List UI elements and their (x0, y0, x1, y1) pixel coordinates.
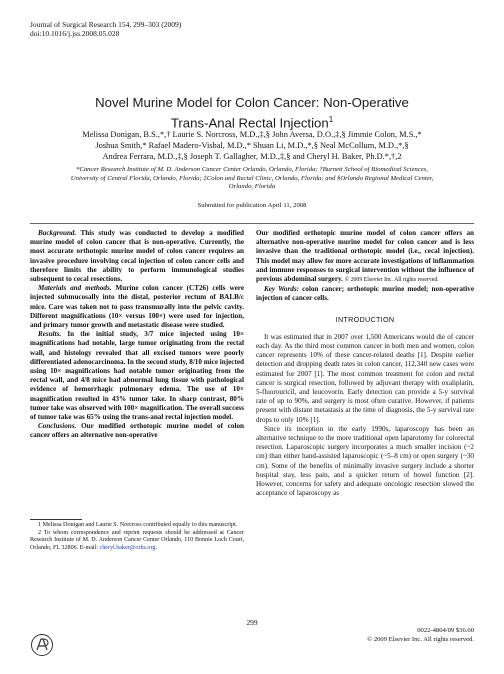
journal-citation: Journal of Surgical Research 154, 299–303 (2009) (30, 20, 182, 29)
authors-line-3: Andrea Ferrara, M.D.,‡,§ Joseph T. Gallagher, M.D.,‡,§ and Cheryl H. Baker, Ph.D.*,†,2 (102, 152, 402, 161)
footnote-2-text: 2 To whom correspondence and reprint requests should be addressed at Cancer Research Institute of M. D. Anderson Cancer Center Orlando, 110 Bonnie Loch Court, Orlando, FL 32806. E-mail: (30, 529, 244, 551)
background-label: Background. (38, 229, 77, 237)
conclusions-label: Conclusions. (38, 422, 77, 431)
article-title (30, 94, 474, 131)
affil-line-3: Orlando, Florida (228, 183, 276, 190)
background-text: This study was conducted to develop a modified murine model of colon cancer that is non-operative. Currently, the most accurate orthotopic murine model of colon cancer requires an invasive procedure involving cecal injection of colon cancer cells and therefore limits the ability to perform immunological studies subsequent to cecal resections. (30, 229, 244, 284)
results-text: In the initial study, 3/7 mice injected using 10× magnifications had notable, large tumor originating from the rectal wall, and histology revealed that all excised tumors were poorly differentiated adenocarcinoma. In the second study, 8/10 mice injected using 10× magnifications had notable tumor originating from the rectal wall, and 4/8 mice had abnormal lung tissue with pathological evidence of hemorrhagic pulmonary edema. The use of 10× magnification resulted in 43% tumor take. In sharp contrast, 80% tumor take was observed with 100× magnification. The overall success of tumor take was 65% using the trans-anal rectal injection model. (30, 330, 244, 422)
correspondence-email-link[interactable]: cheryl.baker@orhs.org (99, 544, 156, 551)
introduction-heading: INTRODUCTION (335, 314, 395, 324)
abstract-methods (30, 284, 244, 330)
submission-date: Submitted for publication April 11, 2008 (197, 202, 307, 209)
keywords-text: colon cancer; orthotopic murine model; non-operative injection of cancer cells. (256, 285, 475, 303)
footnote-2 (30, 530, 244, 553)
footnote-2-end: . (155, 544, 157, 551)
right-column (256, 229, 474, 498)
affil-line-2: University of Central Florida, Orlando, Florida; ‡Colon and Rectal Clinic, Orlando, Florida; and §Orlando Regional Medical Center, (70, 174, 434, 182)
abstract-copyright: © 2009 Elsevier Inc. All rights reserved. (344, 277, 439, 284)
issn: 0022-4804/09 $36.00 (417, 627, 474, 634)
doi: doi:10.1016/j.jss.2008.05.028 (30, 29, 120, 38)
header-divider (30, 223, 474, 224)
intro-paragraph-2: Since its inception in the early 1990s, laparoscopy has been an alternative technique to the more traditional open laparotomy for colorectal resection. Laparoscopic surgery incorporates a much smaller incision (~2 cm) than either hand-assisted laparoscopic (~5–8 cm) or open surgery (~30 cm). Some of the benefits of minimally invasive surgery include a shorter hospital stay, less pain, and a quicker return of bowel function [2]. However, concerns for safety and adequate oncologic resection slowed the acceptance of laparoscopy as (256, 424, 474, 498)
footnotes (30, 522, 244, 552)
title-line-2-text: Trans-Anal Rectal Injection (170, 115, 329, 131)
keywords-label: Key Words: (264, 285, 299, 294)
results-label: Results. (38, 330, 62, 339)
title-footnote-marker: 1 (328, 115, 334, 124)
affiliations (30, 166, 474, 192)
abstract (30, 229, 244, 441)
conclusions-text-start: Our modified orthotopic murine model of colon cancer offers an alternative non-operative (30, 422, 244, 440)
affil-line-1: *Cancer Research Institute of M. D. Anderson Cancer Center Orlando, Orlando, Florida; †Burnett School of Biomedical Sciences, (76, 166, 428, 173)
authors-line-1: Melissa Donigan, B.S.,*,† Laurie S. Norcross, M.D.,‡,§ John Aversa, D.O.,‡,§ Jimmie Colon, M.S.,* (82, 130, 422, 139)
footnote-divider (30, 519, 82, 520)
title-line-1: Novel Murine Model for Colon Cancer: Non-Operative (95, 95, 409, 110)
keywords (256, 285, 474, 303)
footnote-1: 1 Melissa Donigan and Laurie S. Norcross contributed equally to this manuscript. (38, 522, 238, 528)
conclusions-text: Our modified orthotopic murine model of colon cancer offers an alternative non-operative murine model for colon cancer and is less invasive than the traditional orthotopic model (i.e., cecal injection). This model may allow for more accurate investigations of inflammation and immune responses to surgical intervention without the influence of previous abdominal surgery. (256, 229, 474, 284)
journal-header (30, 20, 181, 38)
page-number: 299 (246, 618, 258, 627)
abstract-conclusions-cont (256, 229, 474, 285)
intro-paragraph-1: It was estimated that in 2007 over 1,500 Americans would die of cancer each day. As the third most common cancer in both men and women, colon cancer represents 10% of these cancer-related deaths [1]. Despite earlier detection and dropping death rates in colon cancer, 112,340 new cases were estimated for 2007 [1]. The most common treatment for colon and rectal cancer is surgical resection, followed by adjuvant therapy with oxaliplatin, 5-fluorouricil, and leucovorin. Early detection can provide a 5-y survival rate of up to 90%, and surgery is most often curative. However, if patients present with distant metastasis at the time of diagnosis, the 5-y survival rate drops to only 10% [1]. (256, 332, 474, 424)
methods-text: Murine colon cancer (CT26) cells were injected submucosally into the distal, posterior rectum of BALB/c mice. Care was taken not to pass transmurally into the pelvic cavity. Different magnifications (10× versus 100×) were used for injection, and primary tumor growth and metastatic disease were studied. (30, 284, 244, 330)
footer-rights (367, 627, 474, 644)
abstract-results (30, 330, 244, 422)
footer-copyright: © 2009 Elsevier Inc. All rights reserved. (367, 635, 474, 643)
author-list (30, 129, 474, 162)
abstract-background (30, 229, 244, 284)
publisher-logo-icon (30, 633, 54, 657)
methods-label: Materials and methods. (38, 284, 112, 293)
abstract-conclusions (30, 422, 244, 440)
authors-line-2: Joshua Smith,* Rafael Madero-Visbal, M.D.,* Shuan Li, M.D.,*,§ Neal McCollum, M.D.,*,§ (95, 141, 409, 150)
